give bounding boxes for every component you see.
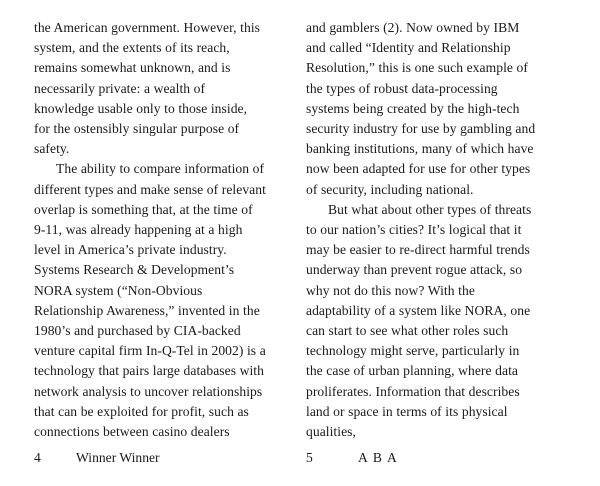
left-column xyxy=(34,18,266,442)
page-footer xyxy=(0,448,600,468)
right-column xyxy=(306,18,538,442)
page-number-right: 5 xyxy=(306,450,313,465)
running-title-right: A B A xyxy=(358,450,398,465)
running-title-left: Winner Winner xyxy=(76,450,160,465)
footer-right xyxy=(306,448,538,468)
paragraph: But what about other types of threats to our nation’s cities? It’s logical that it may be easier to re-direct harmful trends underway than prevent rogue attack, so why not do this now? With the adaptability of a system like NORA, one can start to see what other roles such technology might serve, particularly in the case of urban planning, where data proliferates. Information that describes land or space in terms of its physical qualities, xyxy=(306,201,532,440)
page-number-left: 4 xyxy=(34,450,41,465)
footer-left xyxy=(34,448,266,468)
paragraph: the American government. However, this system, and the extents of its reach, remains somewhat unknown, and is necessarily private: a wealth of knowledge usable only to those inside, for the ostensibly singular purpose of safety. xyxy=(34,20,260,157)
paragraph: and gamblers (2). Now owned by IBM and called “Identity and Relationship Resolution,” this is one such example of the types of robust data-processing systems being created by the high-tech security industry for use by gambling and banking institutions, many of which have now been adapted for use for other types of security, including national. xyxy=(306,20,536,197)
paragraph: The ability to compare information of different types and make sense of relevant overlap is something that, at the time of 9-11, was already happening at a high level in America’s private industry. Systems Research & Development’s NORA system (“Non-Obvious Relationship Awareness,” invented in the 1980’s and purchased by CIA-backed venture capital firm In-Q-Tel in 2002) is a technology that pairs large databases with network analysis to uncover relationships that can be exploited for profit, such as connections between casino dealers xyxy=(34,161,266,440)
